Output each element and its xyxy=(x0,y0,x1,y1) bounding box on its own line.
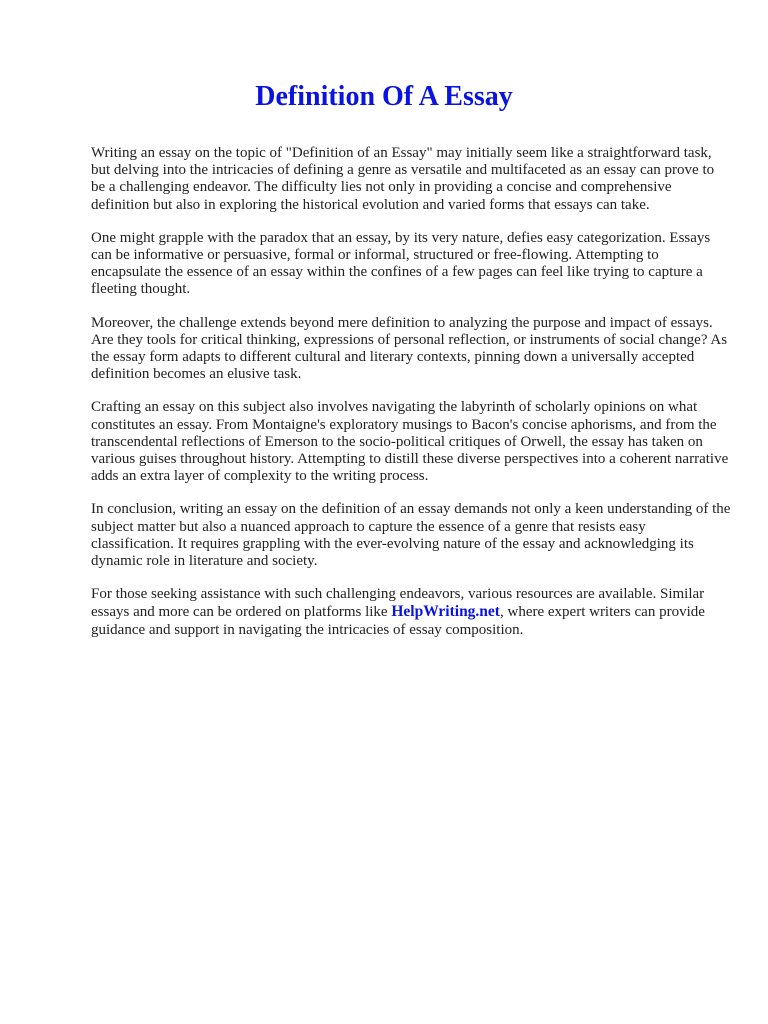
paragraph-5: In conclusion, writing an essay on the definition of an essay demands not only a keen understanding of the subject matter but also a nuanced approach to capture the essence of a genre that resists easy classification. It requires grappling with the ever-evolving nature of the essay and acknowledging its dynamic role in literature and society. xyxy=(91,501,731,570)
helpwriting-link[interactable]: HelpWriting.net xyxy=(391,603,500,621)
paragraph-2: One might grapple with the paradox that an essay, by its very nature, defies easy categorization. Essays can be informative or persuasive, formal or informal, structured or free-flowing. Attempting to encapsulate the essence of an essay within the confines of a few pages can feel like trying to capture a fleeting thought. xyxy=(91,229,711,298)
paragraph-6-text-after-link: , where expert writers can provide guidance and support in navigating the intricacies of essay composition. xyxy=(91,604,705,638)
document-body xyxy=(91,145,731,655)
paragraph-6 xyxy=(91,586,731,639)
paragraph-4: Crafting an essay on this subject also involves navigating the labyrinth of scholarly opinions on what constitutes an essay. From Montaigne's exploratory musings to Bacon's concise aphorisms, and from the transcendental reflections of Emerson to the socio-political critiques of Orwell, the essay has taken on various guises throughout history. Attempting to distill these diverse perspectives into a coherent narrative adds an extra layer of complexity to the writing process. xyxy=(91,399,729,485)
document-title: Definition Of A Essay xyxy=(255,81,513,112)
paragraph-3: Moreover, the challenge extends beyond mere definition to analyzing the purpose and impact of essays. Are they tools for critical thinking, expressions of personal reflection, or instruments of social change? As the essay form adapts to different cultural and literary contexts, pinning down a universally accepted definition becomes an elusive task. xyxy=(91,314,728,383)
paragraph-6-text-before-link: For those seeking assistance with such challenging endeavors, various resources are available. Similar essays and more can be ordered on platforms like xyxy=(91,586,705,621)
paragraph-1: Writing an essay on the topic of "Definition of an Essay" may initially seem like a straightforward task, but delving into the intricacies of defining a genre as versatile and multifaceted as an essay can prove to be a challenging endeavor. The difficulty lies not only in providing a concise and comprehensive definition but also in exploring the historical evolution and varied forms that essays can take. xyxy=(91,145,715,213)
